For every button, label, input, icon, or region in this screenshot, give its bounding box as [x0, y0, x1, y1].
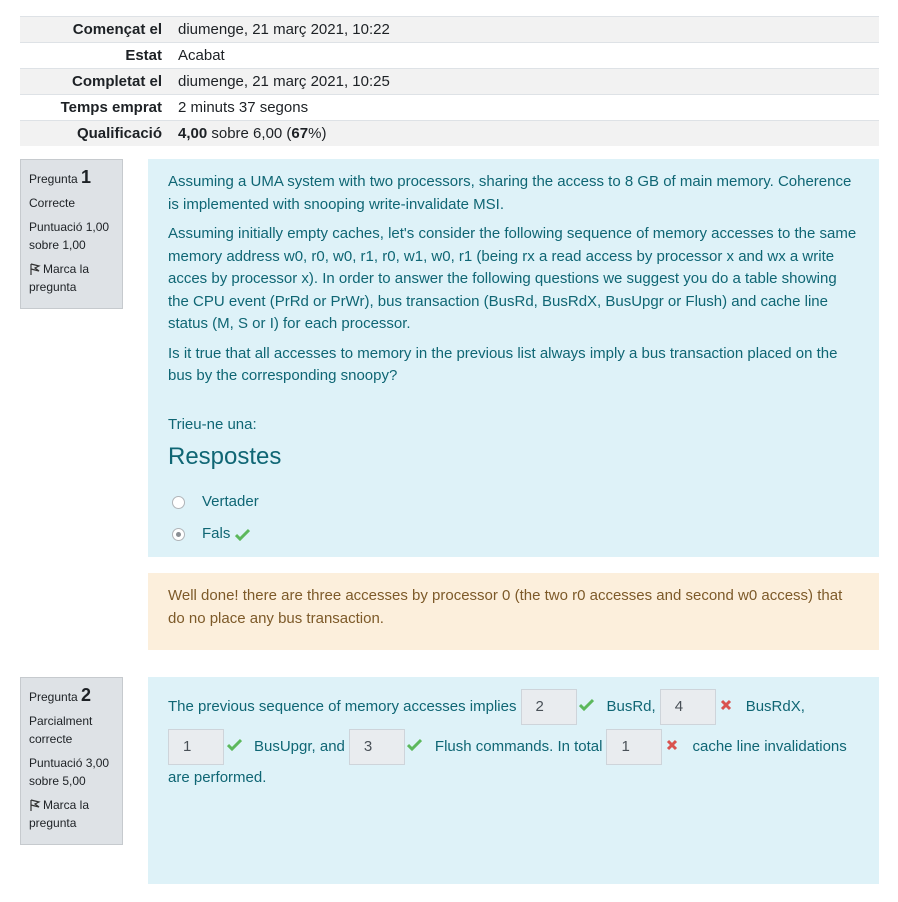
question-text: cache line invalidations — [692, 737, 847, 755]
summary-value: diumenge, 21 març 2021, 10:22 — [170, 17, 879, 43]
question-grade: Puntuació 3,00 sobre 5,00 — [29, 756, 110, 788]
grade-sep: sobre 6,00 ( — [207, 125, 292, 142]
answer-input-busrd[interactable]: 2 — [521, 689, 577, 725]
summary-value: Acabat — [170, 43, 879, 69]
flag-icon — [29, 263, 41, 275]
question-grade: Puntuació 1,00 sobre 1,00 — [29, 220, 110, 252]
summary-row-time — [20, 95, 879, 121]
summary-row-completed — [20, 69, 879, 95]
answer-option-false[interactable] — [168, 518, 859, 550]
correct-check-icon — [226, 736, 242, 759]
attempt-summary-table — [20, 16, 879, 146]
summary-row-state — [20, 43, 879, 69]
summary-value: 2 minuts 37 segons — [170, 95, 879, 121]
grade-value: 4,00 — [178, 125, 208, 142]
answers-heading: Respostes — [168, 443, 282, 470]
question-text: BusUpgr, and — [254, 737, 345, 755]
question-text: The previous sequence of memory accesses implies — [168, 697, 517, 715]
flag-question-link[interactable]: Marca la pregunta — [29, 262, 90, 294]
option-label: Fals — [202, 524, 231, 542]
question-2-info — [20, 677, 123, 845]
question-line-1 — [168, 689, 859, 725]
incorrect-cross-icon — [718, 696, 734, 719]
flag-question-link[interactable]: Marca la pregunta — [29, 798, 90, 830]
grade-end: %) — [308, 125, 327, 142]
summary-value: diumenge, 21 març 2021, 10:25 — [170, 69, 879, 95]
question-state: Correcte — [29, 196, 76, 210]
question-1-content — [148, 159, 879, 557]
question-text: Assuming initially empty caches, let's consider the following sequence of memory accesses to the same memory address w0, r0, w0, r1, r0, w1, w0, r1 (being rx a read access by processor x and wx a write acces by processor x). In order to answer the following questions we suggest you do a table showing the CPU event (PrRd or PrWr), bus transaction (BusRd, BusRdX, BusUpgr or Flush) and cache line status (M, S or I) for each processor. — [168, 225, 857, 332]
flag-icon — [29, 799, 41, 811]
question-state: Parcialment correcte — [29, 714, 93, 746]
summary-label: Temps emprat — [20, 95, 170, 121]
answer-prompt: Trieu-ne una: — [168, 415, 257, 433]
question-text: Is it true that all accesses to memory in the previous list always imply a bus transaction placed on the bus by the corresponding snoopy? — [168, 344, 838, 384]
question-number: Pregunta 2 — [29, 685, 92, 705]
summary-label: Completat el — [20, 69, 170, 95]
question-text: BusRd, — [606, 697, 656, 715]
question-line-2 — [168, 729, 859, 765]
summary-value — [170, 121, 879, 147]
answer-input-invalidations[interactable]: 1 — [606, 729, 662, 765]
correct-check-icon — [407, 736, 423, 759]
radio-true[interactable] — [172, 496, 185, 509]
option-label: Vertader — [202, 492, 259, 510]
answer-option-true[interactable] — [168, 486, 859, 518]
grade-percent: 67 — [291, 125, 309, 142]
summary-label: Qualificació — [20, 121, 170, 147]
question-text: Flush commands. In total — [434, 737, 603, 755]
summary-row-grade — [20, 121, 879, 147]
question-text: BusRdX, — [745, 697, 805, 715]
question-number: Pregunta 1 — [29, 167, 92, 187]
summary-label: Estat — [20, 43, 170, 69]
answer-input-flush[interactable]: 3 — [349, 729, 405, 765]
correct-check-icon — [579, 696, 595, 719]
summary-row-started — [20, 17, 879, 43]
question-text: are performed. — [168, 769, 267, 786]
correct-check-icon — [235, 528, 250, 541]
answer-input-busrdx[interactable]: 4 — [660, 689, 716, 725]
answer-input-busupgr[interactable]: 1 — [168, 729, 224, 765]
radio-false[interactable] — [172, 528, 185, 541]
summary-label: Començat el — [20, 17, 170, 43]
question-text: Assuming a UMA system with two processors, sharing the access to 8 GB of main memory. Coherence is implemented with snooping write-invalidate MSI. — [168, 173, 852, 213]
question-2-content — [148, 677, 879, 884]
incorrect-cross-icon — [664, 736, 680, 759]
question-1-info — [20, 159, 123, 309]
question-1-feedback: Well done! there are three accesses by processor 0 (the two r0 accesses and second w0 access) that do no place any bus transaction. — [148, 573, 879, 650]
